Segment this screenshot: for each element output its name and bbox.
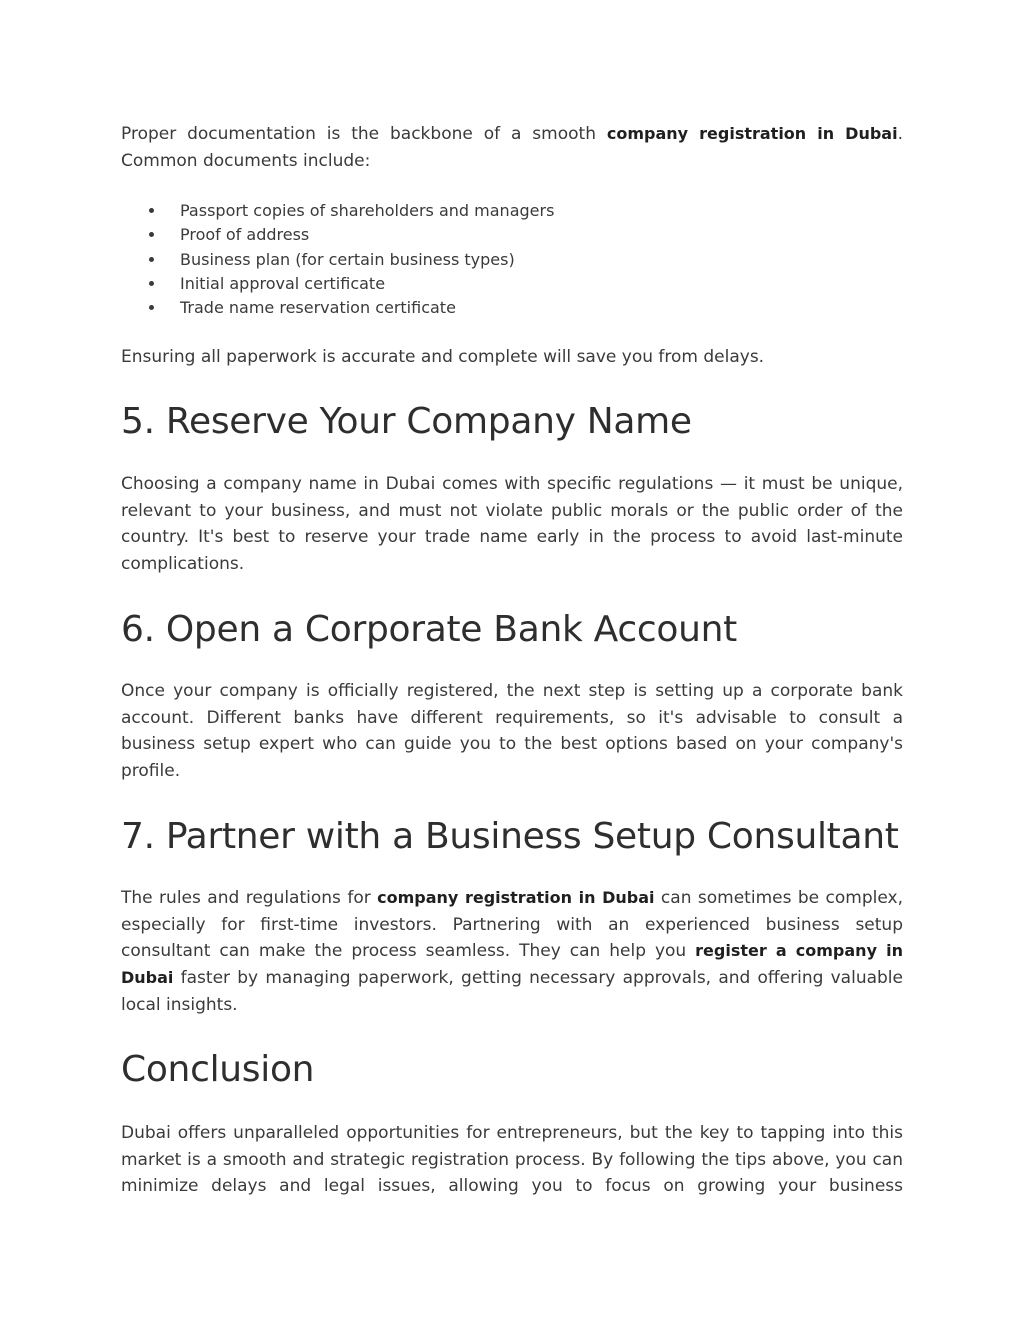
list-item-text: Business plan (for certain business types)	[180, 249, 515, 269]
section-5-heading: 5. Reserve Your Company Name	[121, 401, 692, 442]
list-item	[121, 248, 903, 272]
intro-paragraph	[121, 121, 903, 174]
conclusion-body: Dubai offers unparalleled opportunities for entrepreneurs, but the key to tapping into this market is a smooth and strategic registration process. By following the tips above, you can minimize delays and legal issues, allowing you to focus on growing your business	[121, 1123, 903, 1197]
conclusion-body-wrapper	[121, 1120, 903, 1200]
list-item-text: Passport copies of shareholders and managers	[180, 201, 555, 220]
bullet-icon	[149, 208, 154, 213]
list-item-text: Trade name reservation certificate	[180, 298, 456, 318]
section-5-body: Choosing a company name in Dubai comes with specific regulations — it must be unique, relevant to your business, and must not violate public morals or the public order of the country. It's best to reserve your trade name early in the process to avoid last-minute complications.	[121, 474, 903, 575]
section-7-text-3: faster by managing paperwork, getting necessary approvals, and offering valuable local insights.	[121, 968, 903, 1015]
list-item-text: Initial approval certificate	[180, 273, 386, 293]
section-7-text-1: The rules and regulations for	[121, 888, 378, 908]
documents-list	[121, 199, 903, 320]
intro-text-before: Proper documentation is the backbone of a smooth	[121, 124, 607, 144]
bullet-icon	[149, 305, 154, 310]
section-7-heading: 7. Partner with a Business Setup Consultant	[121, 816, 899, 857]
list-item-text: Proof of address	[180, 225, 310, 245]
section-6-body: Once your company is officially registered, the next step is setting up a corporate bank account. Different banks have different requirements, so it's advisable to consult a business setup expert who can guide you to the best options based on your company's profile.	[121, 681, 903, 782]
conclusion-heading: Conclusion	[121, 1049, 315, 1090]
list-item	[121, 272, 903, 296]
section-7-text-2: can sometimes be complex, especially for first-time investors. Partnering with an experienced business setup consultant can make the process seamless. They can help you	[121, 888, 904, 962]
company-registration-link[interactable]: company registration in Dubai	[606, 124, 898, 143]
bullet-icon	[149, 257, 154, 262]
list-item	[121, 296, 903, 320]
company-registration-link-2[interactable]: company registration in Dubai	[377, 888, 655, 907]
section-6-heading: 6. Open a Corporate Bank Account	[121, 609, 737, 650]
list-item	[121, 199, 903, 223]
list-item	[121, 223, 903, 247]
bullet-icon	[149, 281, 154, 286]
intro-text-after: . Common documents include:	[121, 124, 903, 171]
register-company-link[interactable]: register a company in Dubai	[121, 941, 903, 988]
bullet-icon	[149, 232, 154, 237]
ensuring-paragraph: Ensuring all paperwork is accurate and complete will save you from delays.	[121, 347, 765, 367]
section-7-body	[121, 885, 903, 1019]
